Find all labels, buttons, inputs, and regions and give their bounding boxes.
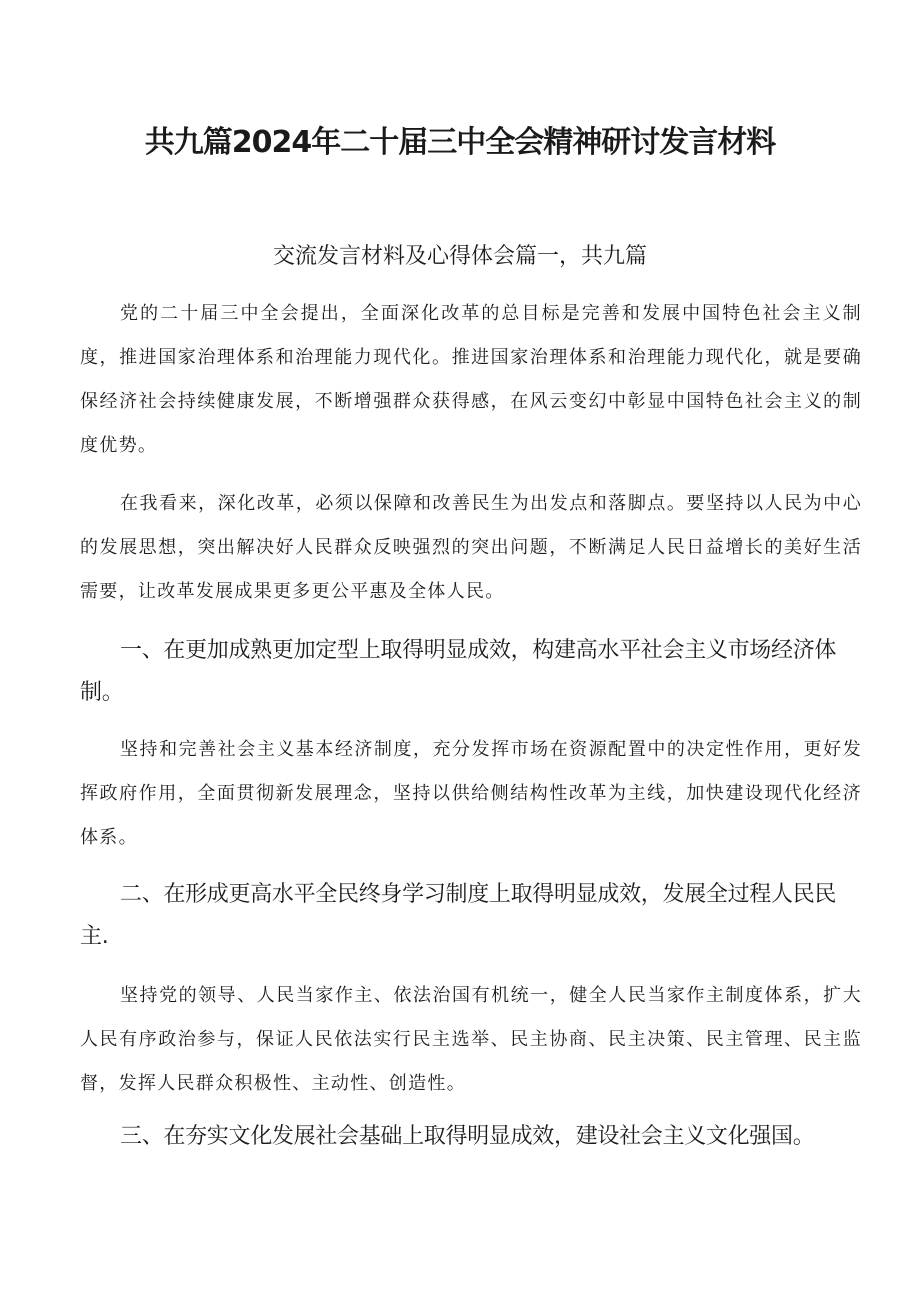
document-subtitle: 交流发言材料及心得体会篇一，共九篇 <box>272 244 647 269</box>
section-heading-2: 二、在形成更高水平全民终身学习制度上取得明显成效，发展全过程人民民主. <box>80 882 837 949</box>
intro-paragraph-2: 在我看来，深化改革，必须以保障和改善民生为出发点和落脚点。要坚持以人民为中心的发展思想，突出解决好人民群众反映强烈的突出问题，不断满足人民日益增长的美好生活需要，让改革发展成果更多更公平惠及全体人民。 <box>80 493 862 602</box>
section-heading-1: 一、在更加成熟更加定型上取得明显成效，构建高水平社会主义市场经济体制。 <box>80 638 837 705</box>
section-heading-3: 三、在夯实文化发展社会基础上取得明显成效，建设社会主义文化强国。 <box>120 1124 815 1149</box>
section-body-2: 坚持党的领导、人民当家作主、依法治国有机统一，健全人民当家作主制度体系，扩大人民有序政治参与，保证人民依法实行民主选举、民主协商、民主决策、民主管理、民主监督，发挥人民群众积极性、主动性、创造性。 <box>80 985 862 1094</box>
document-title: 共九篇2024年二十届三中全会精神研讨发言材料 <box>144 125 776 160</box>
section-body-1: 坚持和完善社会主义基本经济制度，充分发挥市场在资源配置中的决定性作用，更好发挥政府作用，全面贯彻新发展理念，坚持以供给侧结构性改革为主线，加快建设现代化经济体系。 <box>80 739 862 848</box>
intro-paragraph-1: 党的二十届三中全会提出，全面深化改革的总目标是完善和发展中国特色社会主义制度，推进国家治理体系和治理能力现代化。推进国家治理体系和治理能力现代化，就是要确保经济社会持续健康发展，不断增强群众获得感，在风云变幻中彰显中国特色社会主义的制度优势。 <box>80 303 862 456</box>
